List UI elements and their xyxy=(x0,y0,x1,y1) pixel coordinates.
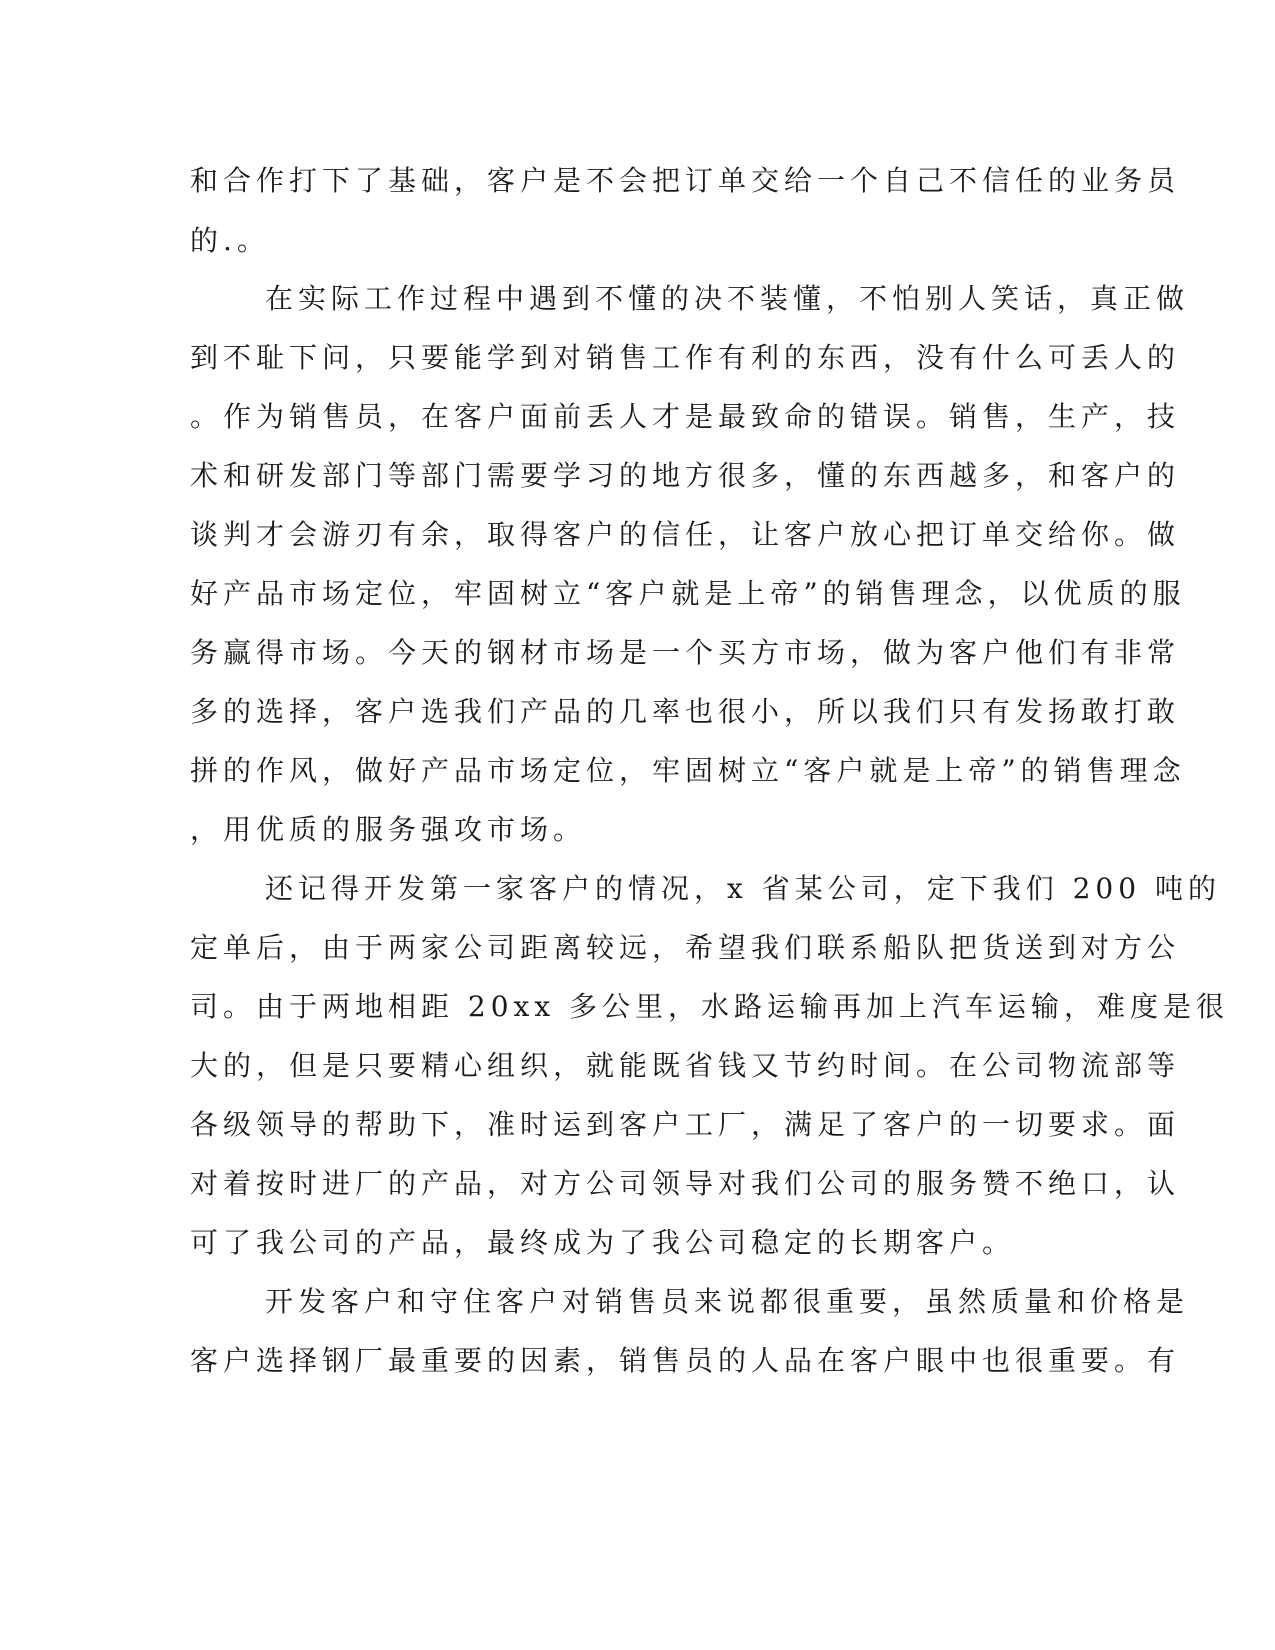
text-line: 各级领导的帮助下，准时运到客户工厂，满足了客户的一切要求。面 xyxy=(190,1108,1181,1141)
text-line: 务赢得市场。今天的钢材市场是一个买方市场，做为客户他们有非常 xyxy=(190,636,1181,669)
text-line: 定单后，由于两家公司距离较远，希望我们联系船队把货送到对方公 xyxy=(190,931,1181,964)
text-line: 到不耻下问，只要能学到对销售工作有利的东西，没有什么可丢人的 xyxy=(190,341,1181,374)
paragraph-first-line: 还记得开发第一家客户的情况，x 省某公司，定下我们 200 吨的 xyxy=(265,872,1221,905)
text-line: 拼的作风，做好产品市场定位，牢固树立“客户就是上帝”的销售理念 xyxy=(190,754,1186,787)
text-line: 客户选择钢厂最重要的因素，销售员的人品在客户眼中也很重要。有 xyxy=(190,1344,1181,1377)
text-line: 司。由于两地相距 20xx 多公里，水路运输再加上汽车运输，难度是很 xyxy=(190,990,1230,1023)
text-line: 。作为销售员，在客户面前丢人才是最致命的错误。销售，生产，技 xyxy=(190,400,1181,433)
text-line: ，用优质的服务强攻市场。 xyxy=(190,813,587,846)
paragraph-first-line: 开发客户和守住客户对销售员来说都很重要，虽然质量和价格是 xyxy=(265,1285,1190,1318)
text-line: 可了我公司的产品，最终成为了我公司稳定的长期客户。 xyxy=(190,1226,1016,1259)
paragraph-first-line: 在实际工作过程中遇到不懂的决不装懂，不怕别人笑话，真正做 xyxy=(265,282,1190,315)
text-line: 好产品市场定位，牢固树立“客户就是上帝”的销售理念，以优质的服 xyxy=(190,577,1186,610)
text-line: 大的，但是只要精心组织，就能既省钱又节约时间。在公司物流部等 xyxy=(190,1049,1181,1082)
text-line: 的.。 xyxy=(190,224,270,257)
text-line: 谈判才会游刃有余，取得客户的信任，让客户放心把订单交给你。做 xyxy=(190,518,1181,551)
text-line: 对着按时进厂的产品，对方公司领导对我们公司的服务赞不绝口，认 xyxy=(190,1167,1181,1200)
text-line: 和合作打下了基础，客户是不会把订单交给一个自己不信任的业务员 xyxy=(190,164,1181,197)
text-line: 术和研发部门等部门需要学习的地方很多，懂的东西越多，和客户的 xyxy=(190,459,1181,492)
text-line: 多的选择，客户选我们产品的几率也很小，所以我们只有发扬敢打敢 xyxy=(190,695,1181,728)
